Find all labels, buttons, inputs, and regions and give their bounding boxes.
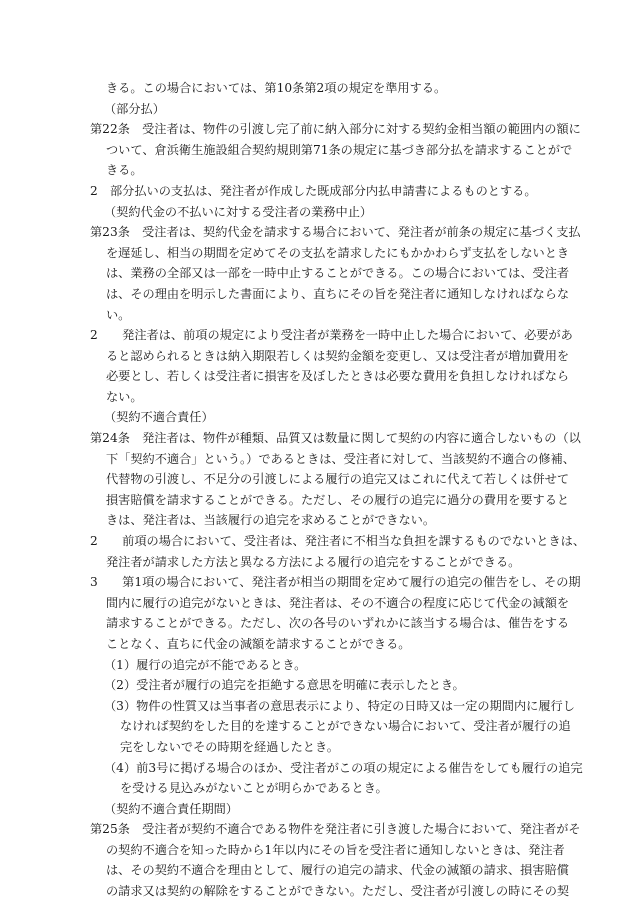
- document-page: きる。この場合においては、第10条第2項の規定を準用する。 （部分払） 第22条 受注者は、物件の引渡し完了前に納入部分に対する契約金相当額の範囲内の額に ついて、倉浜衛生施設組合契約規則第71条の規定に基づき部分払を請求することがで きる。 2 部分払いの支払は、発注者が作成した既成部分内払申請書によるものとする。 （契約代金の不払いに対する受注者の業務中止） 第23条 受注者は、契約代金を請求する場合において、発注者が前条の規定に基づく支払 を遅延し、相当の期間を定めてその支払を請求したにもかかわらず支払をしないとき は、業務の全部又は一部を一時中止することができる。この場合においては、受注者 は、その理由を明示した書面により、直ちにその旨を発注者に通知しなければならな い。 2 発注者は、前項の規定により受注者が業務を一時中止した場合において、必要があ ると認められるときは納入期限若しくは契約金額を変更し、又は受注者が増加費用を 必要とし、若しくは受注者に損害を及ぼしたときは必要な費用を負担しなければなら ない。 （契約不適合責任） 第24条 発注者は、物件が種類、品質又は数量に関して契約の内容に適合しないもの（以 下「契約不適合」という。）であるときは、受注者に対して、当該契約不適合の修補、 代替物の引渡し、不足分の引渡しによる履行の追完又はこれに代えて若しくは併せて 損害賠償を請求することができる。ただし、その履行の追完に過分の費用を要すると きは、発注者は、当該履行の追完を求めることができない。 2 前項の場合において、受注者は、発注者に不相当な負担を課するものでないときは、 発注者が請求した方法と異なる方法による履行の追完をすることができる。 3 第1項の場合において、発注者が相当の期間を定めて履行の追完の催告をし、その期 間内に履行の追完がないときは、発注者は、その不適合の程度に応じて代金の減額を 請求することができる。ただし、次の各号のいずれかに該当する場合は、催告をする ことなく、直ちに代金の減額を請求することができる。 （1）履行の追完が不能であるとき。 （2）受注者が履行の追完を拒絶する意思を明確に表示したとき。 （3）物件の性質又は当事者の意思表示により、特定の日時又は一定の期間内に履行し なければ契約をした目的を達することができない場合において、受注者が履行の追 完をしないでその時期を経過したとき。 （4）前3号に掲げる場合のほか、受注者がこの項の規定による催告をしても履行の追完 を受ける見込みがないことが明らかであるとき。 （契約不適合責任期間） 第25条 受注者が契約不適合である物件を発注者に引き渡した場合において、発注者がそ の契約不適合を知った時から1年以内にその旨を受注者に通知しないときは、発注者 は、その契約不適合を理由として、履行の追完の請求、代金の減額の請求、損害賠償 の請求又は契約の解除をすることができない。ただし、受注者が引渡しの時にその契: [90, 81, 586, 898]
